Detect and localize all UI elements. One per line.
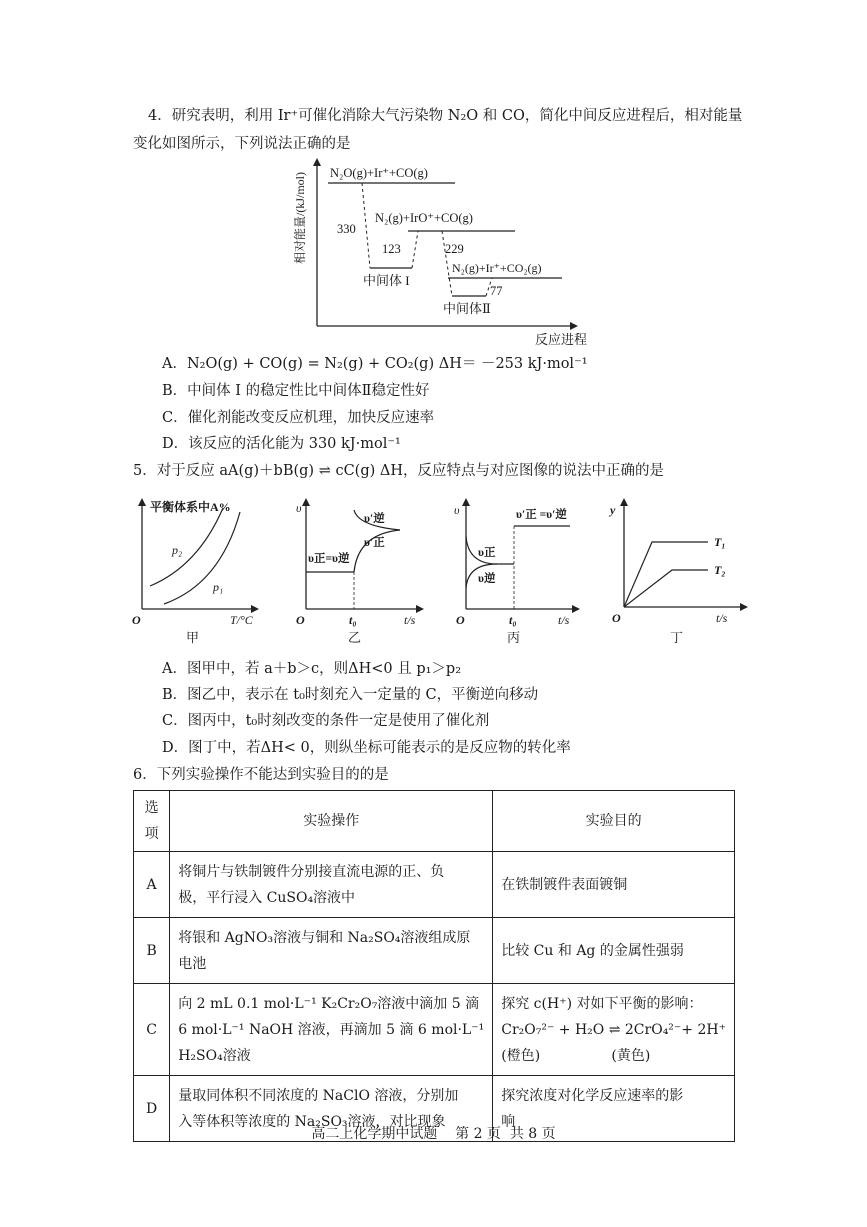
header-option: 选项 — [134, 791, 170, 852]
row-c-goal-line: Cr₂O₇²⁻ + H₂O ⇌ 2CrO₄²⁻+ 2H⁺ — [501, 1021, 726, 1038]
bing-name: 丙 — [507, 630, 521, 645]
row-d-goal-line: 探究浓度对化学反应速率的影 — [501, 1087, 684, 1104]
row-c-goal-line: (橙色) (黄色) — [501, 1047, 651, 1064]
q4-option-a: A．N₂O(g) + CO(g) = N₂(g) + CO₂(g) ΔH＝ －253 kJ·mol⁻¹ — [162, 356, 588, 372]
bing-xlabel: t/s — [558, 613, 570, 627]
row-c-op-line: 向 2 mL 0.1 mol·L⁻¹ K₂Cr₂O₇溶液中滴加 5 滴 — [178, 995, 480, 1012]
row-b-goal-line: 比较 Cu 和 Ag 的金属性强弱 — [501, 942, 684, 959]
row-c-operation — [170, 984, 493, 1076]
q4-stem-line2: 变化如图所示，下列说法正确的是 — [133, 136, 351, 152]
energy-xlabel: 反应进程 — [535, 332, 588, 347]
ding-origin: O — [612, 611, 621, 625]
yi-xlabel: t/s — [404, 613, 416, 627]
row-a-operation — [170, 852, 493, 918]
row-c-op-line: H₂SO₄溶液 — [178, 1047, 251, 1064]
level3-label: N₂(g)+Ir⁺+CO₂(g) — [452, 261, 542, 275]
table-row — [134, 984, 735, 1076]
row-b-op-line: 将银和 AgNO₃溶液与铜和 Na₂SO₄溶液组成原 — [178, 929, 471, 946]
bing-t0: t₀ — [509, 613, 517, 627]
value-330: 330 — [337, 222, 356, 236]
yi-vrev: υ′逆 — [364, 513, 385, 525]
jia-xlabel: T/°C — [230, 613, 253, 627]
ding-T1: T₁ — [714, 535, 726, 549]
yi-origin: O — [296, 613, 305, 627]
q5-stem: 5．对于反应 aA(g)＋bB(g) ⇌ cC(g) ΔH，反应特点与对应图像的说法中正确的是 — [133, 463, 664, 479]
level1-label: N₂O(g)+Ir⁺+CO(g) — [330, 166, 428, 180]
q4-option-d: D．该反应的活化能为 330 kJ·mol⁻¹ — [162, 436, 401, 452]
graph-yi — [292, 496, 432, 646]
row-c-op-line: 6 mol·L⁻¹ NaOH 溶液，再滴加 5 滴 6 mol·L⁻¹ — [178, 1021, 485, 1038]
level2-label: N₂(g)+IrO⁺+CO(g) — [375, 211, 473, 225]
header-operation: 实验操作 — [170, 791, 493, 852]
bing-eq: υ′正 =υ′逆 — [516, 509, 567, 521]
ding-T2: T₂ — [714, 563, 726, 577]
q4-stem-line1: 4．研究表明，利用 Ir⁺可催化消除大气污染物 N₂O 和 CO，简化中间反应进程后，相对能量 — [148, 108, 743, 124]
intermediate1-label: 中间体 I — [363, 273, 410, 288]
table-header-row — [134, 791, 735, 852]
jia-p1: p₁ — [213, 580, 224, 594]
q5-option-a: A．图甲中，若 a＋b＞c，则ΔH<0 且 p₁＞p₂ — [162, 661, 462, 677]
energy-diagram — [290, 158, 590, 348]
row-b-goal — [493, 918, 735, 984]
table-row — [134, 852, 735, 918]
q4-option-c: C．催化剂能改变反应机理，加快反应速率 — [162, 410, 435, 426]
bing-vfwd: υ正 — [478, 547, 496, 559]
graph-ding — [608, 496, 758, 646]
yi-t0: t₀ — [349, 613, 357, 627]
row-a-goal — [493, 852, 735, 918]
experiment-table — [133, 790, 735, 1142]
jia-origin: O — [132, 613, 141, 627]
row-a-goal-line: 在铁制镀件表面镀铜 — [501, 876, 628, 893]
table-row — [134, 918, 735, 984]
bing-vrev: υ逆 — [478, 573, 496, 585]
value-77: 77 — [490, 284, 503, 298]
q5-option-d: D．图丁中，若ΔH< 0，则纵坐标可能表示的是反应物的转化率 — [162, 740, 571, 756]
row-a-op-line: 极，平行浸入 CuSO₄溶液中 — [178, 889, 356, 906]
bing-ylabel: υ — [454, 503, 460, 517]
ding-name: 丁 — [670, 630, 684, 645]
row-c-goal-line: 探究 c(H⁺) 对如下平衡的影响： — [501, 995, 703, 1012]
row-d-goal-line: 响 — [501, 1113, 516, 1130]
jia-name: 甲 — [186, 630, 200, 645]
graph-bing — [452, 496, 592, 646]
page-footer: 高二上化学期中试题 第 2 页 共 8 页 — [311, 1126, 556, 1142]
value-123: 123 — [382, 242, 401, 256]
jia-p2: p₂ — [172, 543, 183, 557]
q5-option-c: C．图丙中，t₀时刻改变的条件一定是使用了催化剂 — [162, 713, 490, 729]
bing-origin: O — [456, 613, 465, 627]
yi-eq: υ正=υ逆 — [308, 553, 350, 565]
q4-option-b: B．中间体 I 的稳定性比中间体Ⅱ稳定性好 — [162, 383, 430, 399]
yi-name: 乙 — [348, 630, 362, 645]
row-d-op-line: 入等体积等浓度的 Na₂SO₃溶液，对比现象 — [178, 1113, 446, 1130]
row-d-op-line: 量取同体积不同浓度的 NaClO 溶液，分别加 — [178, 1087, 459, 1104]
yi-ylabel: υ — [296, 501, 302, 515]
row-a-option: A — [134, 852, 170, 918]
row-c-goal — [493, 984, 735, 1076]
energy-ylabel: 相对能量/(kJ/mol) — [293, 172, 307, 264]
row-a-op-line: 将铜片与铁制镀件分别接直流电源的正、负 — [178, 863, 445, 880]
row-b-op-line: 电池 — [178, 955, 207, 972]
value-229: 229 — [445, 242, 464, 256]
yi-vfwd: υ′正 — [364, 537, 385, 549]
row-b-operation — [170, 918, 493, 984]
ding-xlabel: t/s — [716, 611, 728, 625]
header-goal: 实验目的 — [493, 791, 735, 852]
intermediate2-label: 中间体Ⅱ — [443, 301, 491, 316]
row-d-option: D — [134, 1076, 170, 1142]
ding-ylabel: y — [610, 503, 616, 517]
row-b-option: B — [134, 918, 170, 984]
row-c-option: C — [134, 984, 170, 1076]
graph-jia — [128, 496, 268, 646]
q5-option-b: B．图乙中，表示在 t₀时刻充入一定量的 C，平衡逆向移动 — [162, 687, 539, 703]
q6-stem: 6．下列实验操作不能达到实验目的的是 — [133, 767, 389, 783]
jia-ylabel: 平衡体系中A% — [150, 500, 231, 514]
